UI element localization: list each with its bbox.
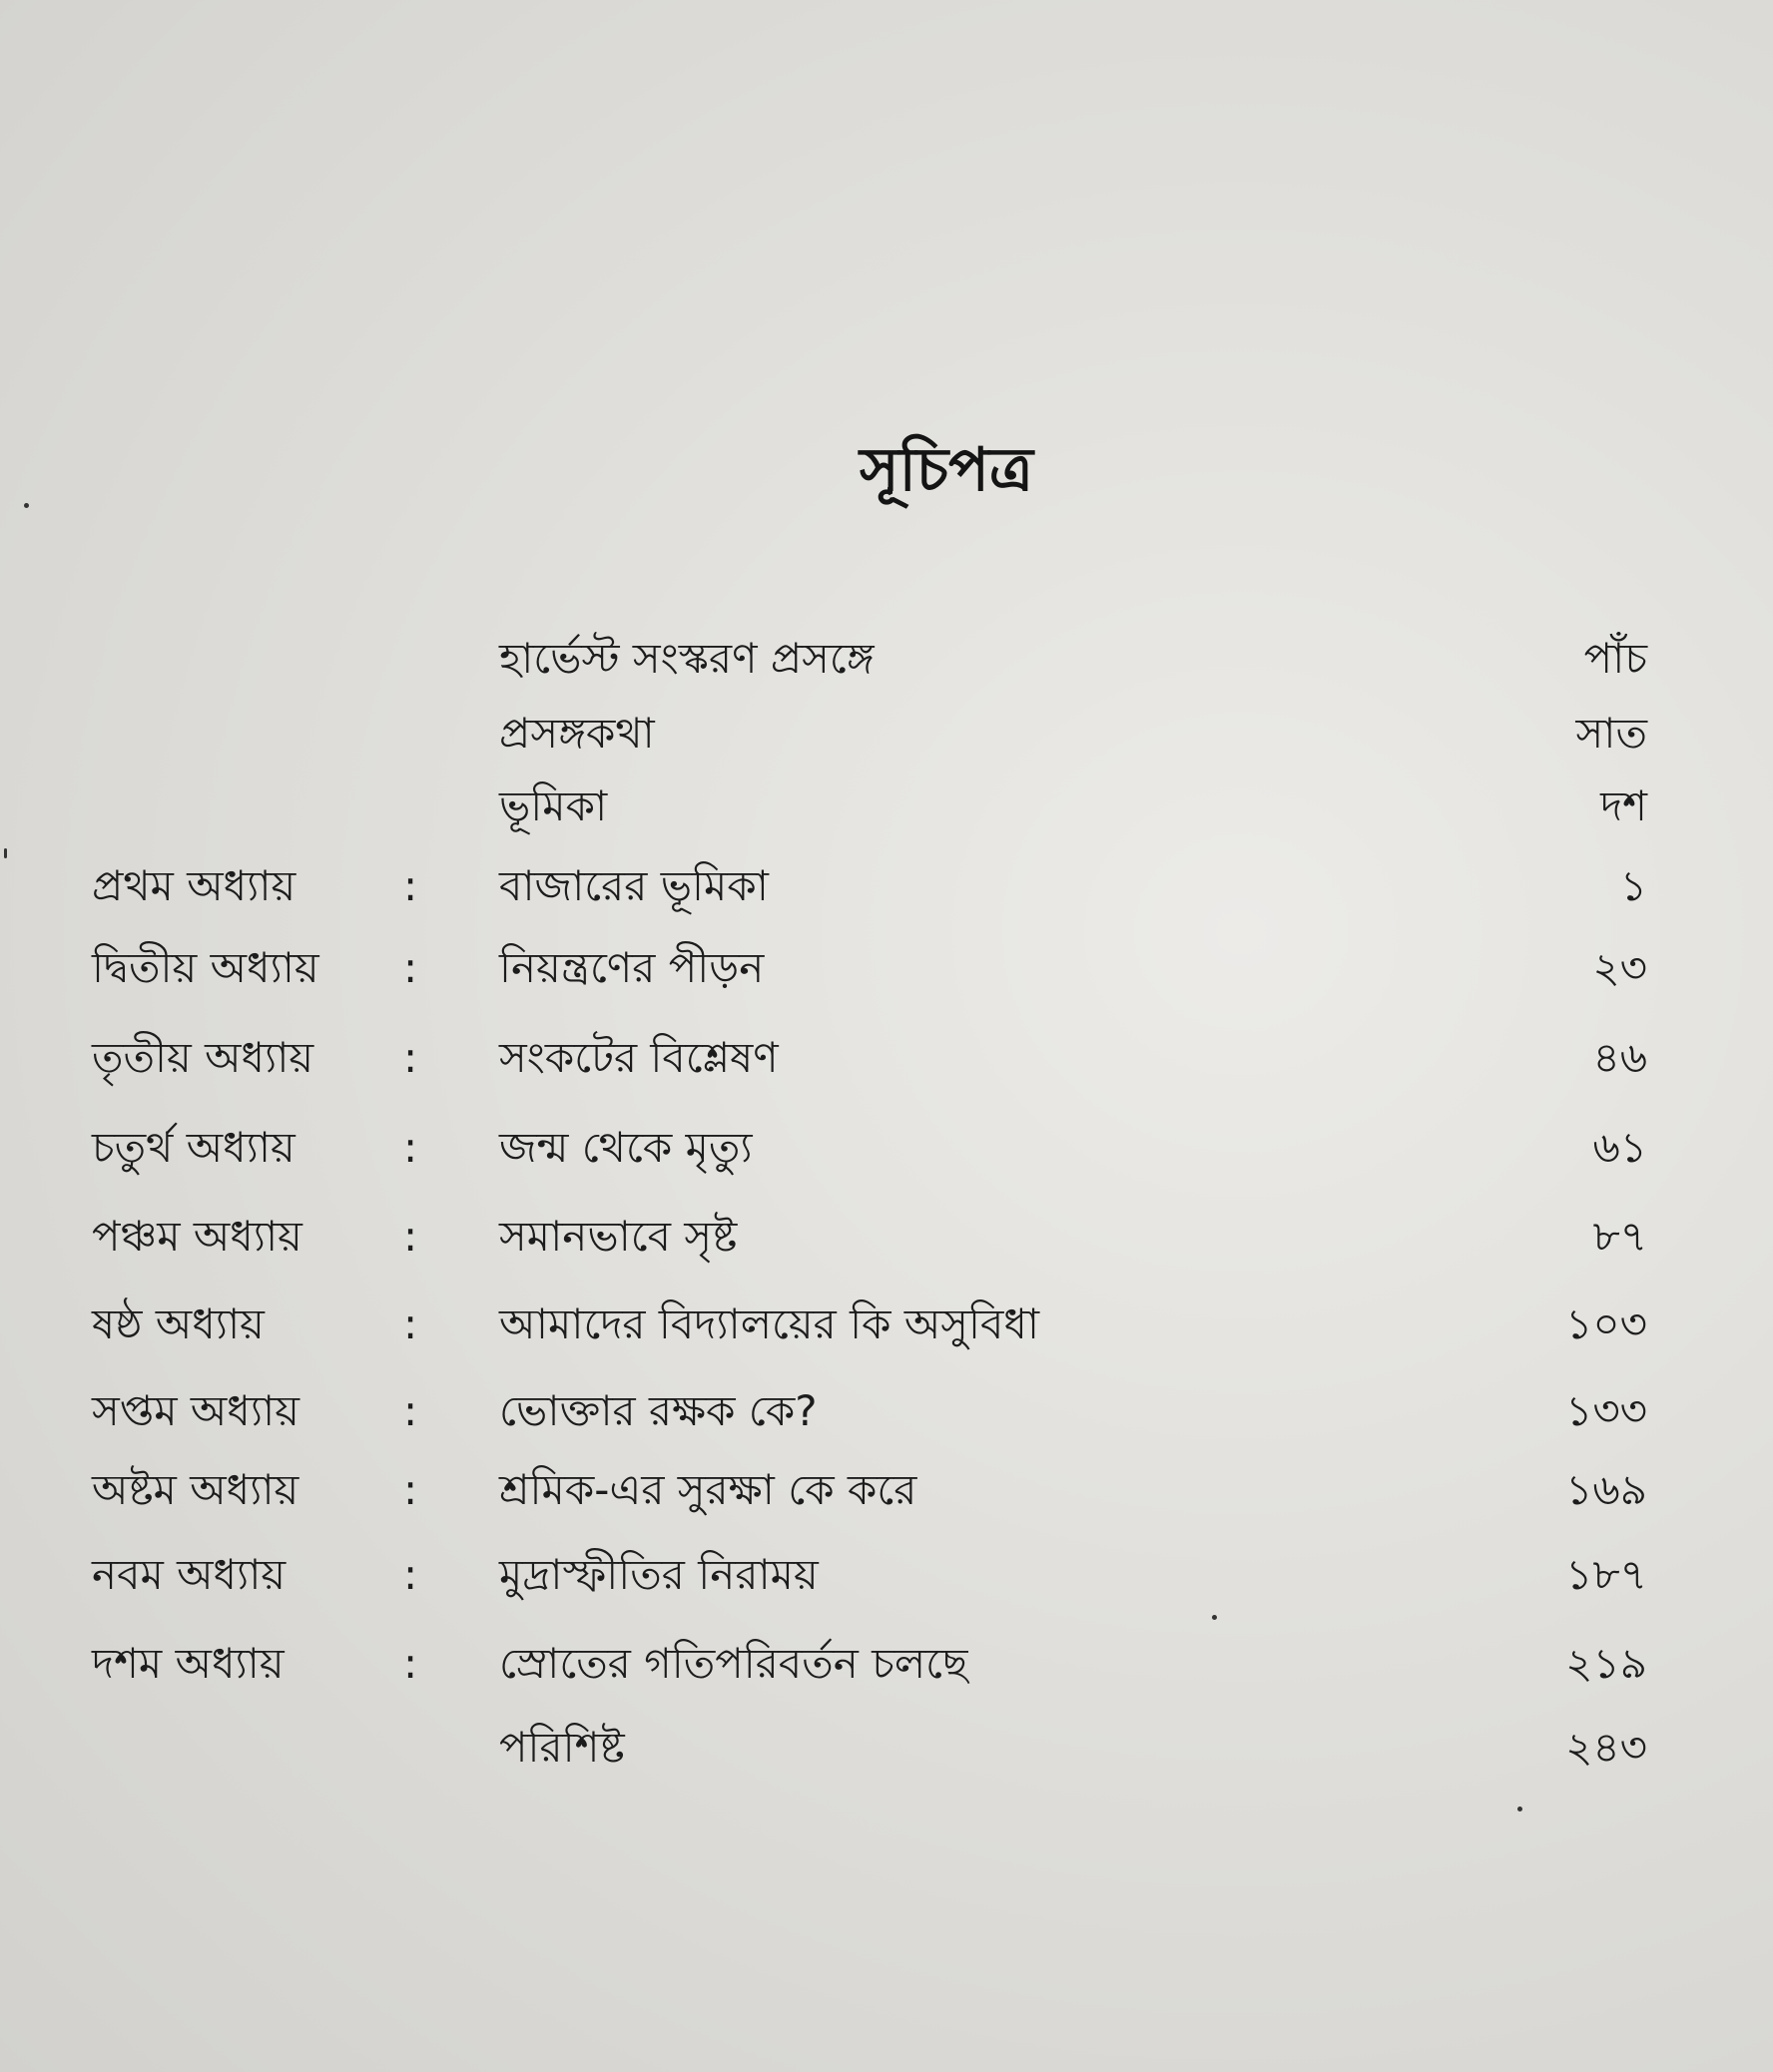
page-number: ১৬৯ [1565, 1465, 1647, 1514]
entry-title: মুদ্রাস্ফীতির নিরাময় [499, 1550, 819, 1599]
entry-title: স্রোতের গতিপরিবর্তন চলছে [499, 1639, 968, 1688]
paper-speck [1212, 1615, 1217, 1620]
page-number: ৬১ [1592, 1123, 1647, 1172]
entry-title: বাজারের ভূমিকা [499, 861, 769, 910]
page-number: সাত [1575, 709, 1647, 758]
page-number: ২১৯ [1565, 1639, 1647, 1688]
paper-speck [1517, 1807, 1522, 1812]
separator-colon: : [403, 861, 418, 910]
chapter-label: পঞ্চম অধ্যায় [92, 1212, 302, 1261]
toc-entry [0, 772, 1773, 841]
chapter-label: অষ্টম অধ্যায় [92, 1465, 299, 1514]
toc-entry [0, 1376, 1773, 1446]
toc-entry [0, 1455, 1773, 1525]
toc-entry [0, 1290, 1773, 1359]
page-number: ১৩৩ [1565, 1386, 1647, 1435]
separator-colon: : [403, 1299, 418, 1348]
toc-entry [0, 1713, 1773, 1783]
chapter-label: প্রথম অধ্যায় [92, 861, 296, 910]
page-number: দশ [1600, 781, 1647, 830]
separator-colon: : [403, 1465, 418, 1514]
page-number: পাঁচ [1583, 634, 1647, 683]
toc-entry [0, 1629, 1773, 1699]
page-number: ৪৬ [1592, 1033, 1647, 1082]
separator-colon: : [403, 1123, 418, 1172]
toc-entry [0, 1202, 1773, 1272]
entry-title: শ্রমিক-এর সুরক্ষা কে করে [499, 1465, 917, 1514]
page-number: ২৪৩ [1565, 1723, 1647, 1772]
page-number: ২৩ [1592, 943, 1647, 992]
toc-entry [0, 851, 1773, 921]
chapter-label: সপ্তম অধ্যায় [92, 1386, 299, 1435]
chapter-label: তৃতীয় অধ্যায় [92, 1033, 314, 1082]
entry-title: সংকটের বিশ্লেষণ [499, 1033, 779, 1082]
chapter-label: ষষ্ঠ অধ্যায় [92, 1299, 265, 1348]
separator-colon: : [403, 1639, 418, 1688]
chapter-label: দশম অধ্যায় [92, 1639, 285, 1688]
page-number: ১০৩ [1565, 1299, 1647, 1348]
page-number: ৮৭ [1592, 1212, 1647, 1261]
entry-title: প্রসঙ্গকথা [499, 709, 655, 758]
toc-title: সূচিপত্র [860, 435, 1033, 505]
toc-entry [0, 1540, 1773, 1610]
entry-title: সমানভাবে সৃষ্ট [499, 1212, 738, 1261]
paper-speck [4, 848, 7, 858]
entry-title: ভোক্তার রক্ষক কে? [499, 1386, 818, 1435]
separator-colon: : [403, 1212, 418, 1261]
separator-colon: : [403, 1033, 418, 1082]
entry-title: জন্ম থেকে মৃত্যু [499, 1123, 753, 1172]
toc-entry [0, 699, 1773, 769]
chapter-label: দ্বিতীয় অধ্যায় [92, 943, 319, 992]
toc-entry [0, 933, 1773, 1003]
page-number: ১ [1619, 861, 1647, 910]
entry-title: ভূমিকা [499, 781, 608, 830]
separator-colon: : [403, 1386, 418, 1435]
paper-speck [24, 503, 29, 508]
entry-title: আমাদের বিদ্যালয়ের কি অসুবিধা [499, 1299, 1040, 1348]
toc-entry [0, 1113, 1773, 1183]
entry-title: পরিশিষ্ট [499, 1723, 625, 1772]
page-number: ১৮৭ [1565, 1550, 1647, 1599]
chapter-label: চতুর্থ অধ্যায় [92, 1123, 296, 1172]
toc-entry [0, 1023, 1773, 1093]
entry-title: নিয়ন্ত্রণের পীড়ন [499, 943, 765, 992]
toc-entry [0, 624, 1773, 694]
separator-colon: : [403, 1550, 418, 1599]
separator-colon: : [403, 943, 418, 992]
chapter-label: নবম অধ্যায় [92, 1550, 287, 1599]
entry-title: হার্ভেস্ট সংস্করণ প্রসঙ্গে [499, 634, 875, 683]
